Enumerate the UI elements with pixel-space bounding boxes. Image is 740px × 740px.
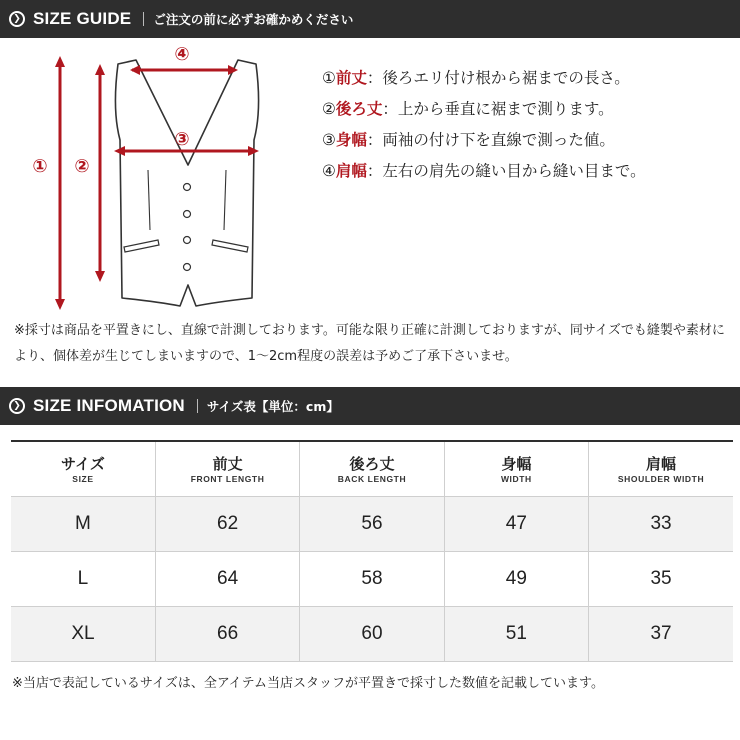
table-cell: XL — [11, 607, 155, 662]
measurement-legend — [322, 66, 646, 190]
table-cell: 49 — [444, 552, 588, 607]
size-info-title: SIZE INFOMATION — [33, 396, 185, 415]
size-guide-header — [0, 0, 740, 38]
size-table — [11, 440, 733, 662]
marker-3: ③ — [174, 129, 190, 150]
legend-item: ④肩幅：左右の肩先の縫い目から縫い目まで。 — [322, 162, 646, 180]
vest-diagram — [20, 40, 310, 315]
table-cell: 51 — [444, 607, 588, 662]
table-cell: 35 — [589, 552, 733, 607]
button-3 — [184, 237, 191, 244]
marker-1: ① — [32, 156, 48, 177]
table-cell: 58 — [300, 552, 444, 607]
table-row — [11, 552, 733, 607]
header-shoulder-width: 肩幅 SHOULDER WIDTH — [589, 441, 733, 497]
header-width: 身幅 WIDTH — [444, 441, 588, 497]
table-cell: 56 — [300, 497, 444, 552]
table-row — [11, 607, 733, 662]
table-cell: L — [11, 552, 155, 607]
table-cell: M — [11, 497, 155, 552]
table-cell: 37 — [589, 607, 733, 662]
size-guide-title: SIZE GUIDE — [33, 9, 132, 28]
header-front-length: 前丈 FRONT LENGTH — [155, 441, 299, 497]
table-cell: 64 — [155, 552, 299, 607]
table-cell: 62 — [155, 497, 299, 552]
size-guide-subtitle: ご注文の前に必ずお確かめください — [153, 12, 354, 27]
table-row — [11, 497, 733, 552]
button-4 — [184, 264, 191, 271]
chevron-right-icon: ❯ — [9, 11, 25, 27]
size-table-note: ※当店で表記しているサイズは、全アイテム当店スタッフが平置きで採寸した数値を記載しています。 — [12, 676, 604, 691]
table-cell: 47 — [444, 497, 588, 552]
button-1 — [184, 184, 191, 191]
table-cell: 33 — [589, 497, 733, 552]
size-info-subtitle: サイズ表【単位：cm】 — [206, 399, 339, 414]
measurement-note: ※採寸は商品を平置きにし、直線で計測しております。可能な限り正確に計測しておりますが、同サイズでも縫製や素材により、個体差が生じてしまいますので、1〜2cm程度の誤差は予めご了承下さいませ。 — [14, 323, 725, 364]
marker-4: ④ — [174, 44, 190, 65]
size-info-header — [0, 387, 740, 425]
marker-2: ② — [74, 156, 90, 177]
header-size: サイズ SIZE — [11, 441, 155, 497]
table-cell: 66 — [155, 607, 299, 662]
button-2 — [184, 211, 191, 218]
header-back-length: 後ろ丈 BACK LENGTH — [300, 441, 444, 497]
legend-item: ①前丈：後ろエリ付け根から裾までの長さ。 — [322, 69, 630, 87]
header-divider — [143, 12, 144, 26]
table-cell: 60 — [300, 607, 444, 662]
legend-item: ③身幅：両袖の付け下を直線で測った値。 — [322, 131, 615, 149]
legend-item: ②後ろ丈：上から垂直に裾まで測ります。 — [322, 100, 614, 118]
header-divider — [197, 399, 198, 413]
table-header-row — [11, 441, 733, 497]
chevron-right-icon: ❯ — [9, 398, 25, 414]
